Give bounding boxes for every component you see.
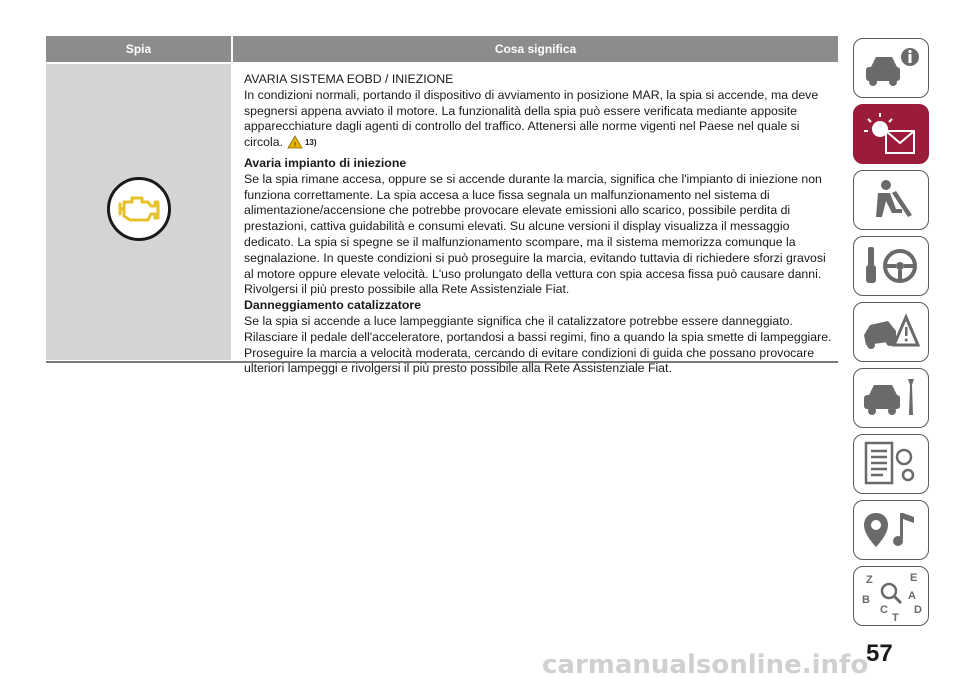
tab-emergency[interactable]	[853, 302, 929, 362]
footnote-ref: 13)	[304, 138, 317, 148]
car-accident-warning-icon	[856, 305, 926, 359]
index-letter-t: T	[892, 612, 899, 623]
caution-triangle-icon	[287, 135, 303, 154]
tab-specifications[interactable]	[853, 434, 929, 494]
section-text-catalyst: Se la spia si accende a luce lampeggiante significa che il catalizzatore potrebbe essere danneggiato. Rilasciare il pedale dell'acceleratore, portandosi a bassi regimi, fino a quando la spia smette di lampeggiare. Proseguire la marcia a velocità moderata, cercando di evitare condizioni di guida che possano provocare ulteriori lampeggi e rivolgersi il più presto possibile alla Rete Assistenziale Fiat.	[244, 313, 832, 376]
warning-title: AVARIA SISTEMA EOBD / INIEZIONE	[244, 72, 454, 86]
tab-warning-lights[interactable]	[853, 104, 929, 164]
watermark: carmanualsonline.info	[542, 650, 869, 678]
section-heading-catalyst: Danneggiamento catalizzatore	[244, 298, 421, 313]
section-text-injection: Se la spia rimane accesa, oppure se si accende durante la marcia, significa che l'impianto di iniezione non funziona correttamente. La spia accesa a luce fissa segnala un malfunzionamento nel sistema di alimentazione/accensione che potrebbe provocare elevate emissioni allo scarico, possibile perdita di prestazioni, cattiva guidabilità e consumi elevati. Su alcune versioni il display visualizza il messaggio dedicato. La spia si spegne se il malfunzionamento scompare, ma il sistema memorizza comunque la segnalazione. In queste condizioni si può proseguire la marcia, evitando tuttavia di richiedere sforzi gravosi al motore oppure elevate velocità. L'uso prolungato della vettura con spia accesa fissa può causare danni. Rivolgersi il più presto possibile alla Rete Assistenziale Fiat.	[244, 171, 826, 297]
alphabetical-index-icon	[856, 569, 926, 623]
table-header	[46, 36, 838, 62]
intro-text: In condizioni normali, portando il dispositivo di avviamento in posizione MAR, la spia si accende, ma deve spegnersi appena avviato il motore. La funzionalità della spia può essere verificata mediante apposite apparecchiature dagli agenti di controllo del traffico. Attenersi alle norme vigenti nel Paese nel quale si circola.	[244, 87, 819, 150]
tab-starting-driving[interactable]	[853, 236, 929, 296]
header-cosa-significa: Cosa significa	[494, 42, 577, 56]
page-number: 57	[866, 640, 893, 667]
tab-car-info[interactable]	[853, 38, 929, 98]
car-service-wrench-icon	[856, 371, 926, 425]
warning-light-message-icon	[856, 107, 926, 161]
chapter-tabs	[853, 38, 933, 632]
index-letter-a: A	[908, 590, 916, 602]
tab-maintenance[interactable]	[853, 368, 929, 428]
multimedia-navigation-icon	[856, 503, 926, 557]
index-letter-e: E	[910, 572, 918, 584]
seat-airbag-icon	[856, 173, 926, 227]
index-letter-z: Z	[866, 574, 873, 586]
index-letter-d: D	[914, 604, 922, 616]
intro-paragraph	[244, 88, 838, 154]
key-steering-wheel-icon	[856, 239, 926, 293]
engine-check-icon	[107, 177, 171, 241]
svg-text:!: !	[293, 142, 296, 149]
specs-gears-icon	[856, 437, 926, 491]
icon-cell	[46, 64, 231, 360]
car-info-icon	[856, 41, 926, 95]
tab-multimedia[interactable]	[853, 500, 929, 560]
index-letter-b: B	[862, 594, 870, 606]
index-letter-c: C	[880, 604, 888, 616]
table-row	[46, 64, 838, 376]
warning-light-table	[46, 36, 838, 376]
tab-index[interactable]	[853, 566, 929, 626]
header-spia: Spia	[125, 42, 152, 56]
description-cell	[233, 64, 838, 376]
section-heading-injection: Avaria impianto di iniezione	[244, 155, 407, 170]
tab-safety[interactable]	[853, 170, 929, 230]
